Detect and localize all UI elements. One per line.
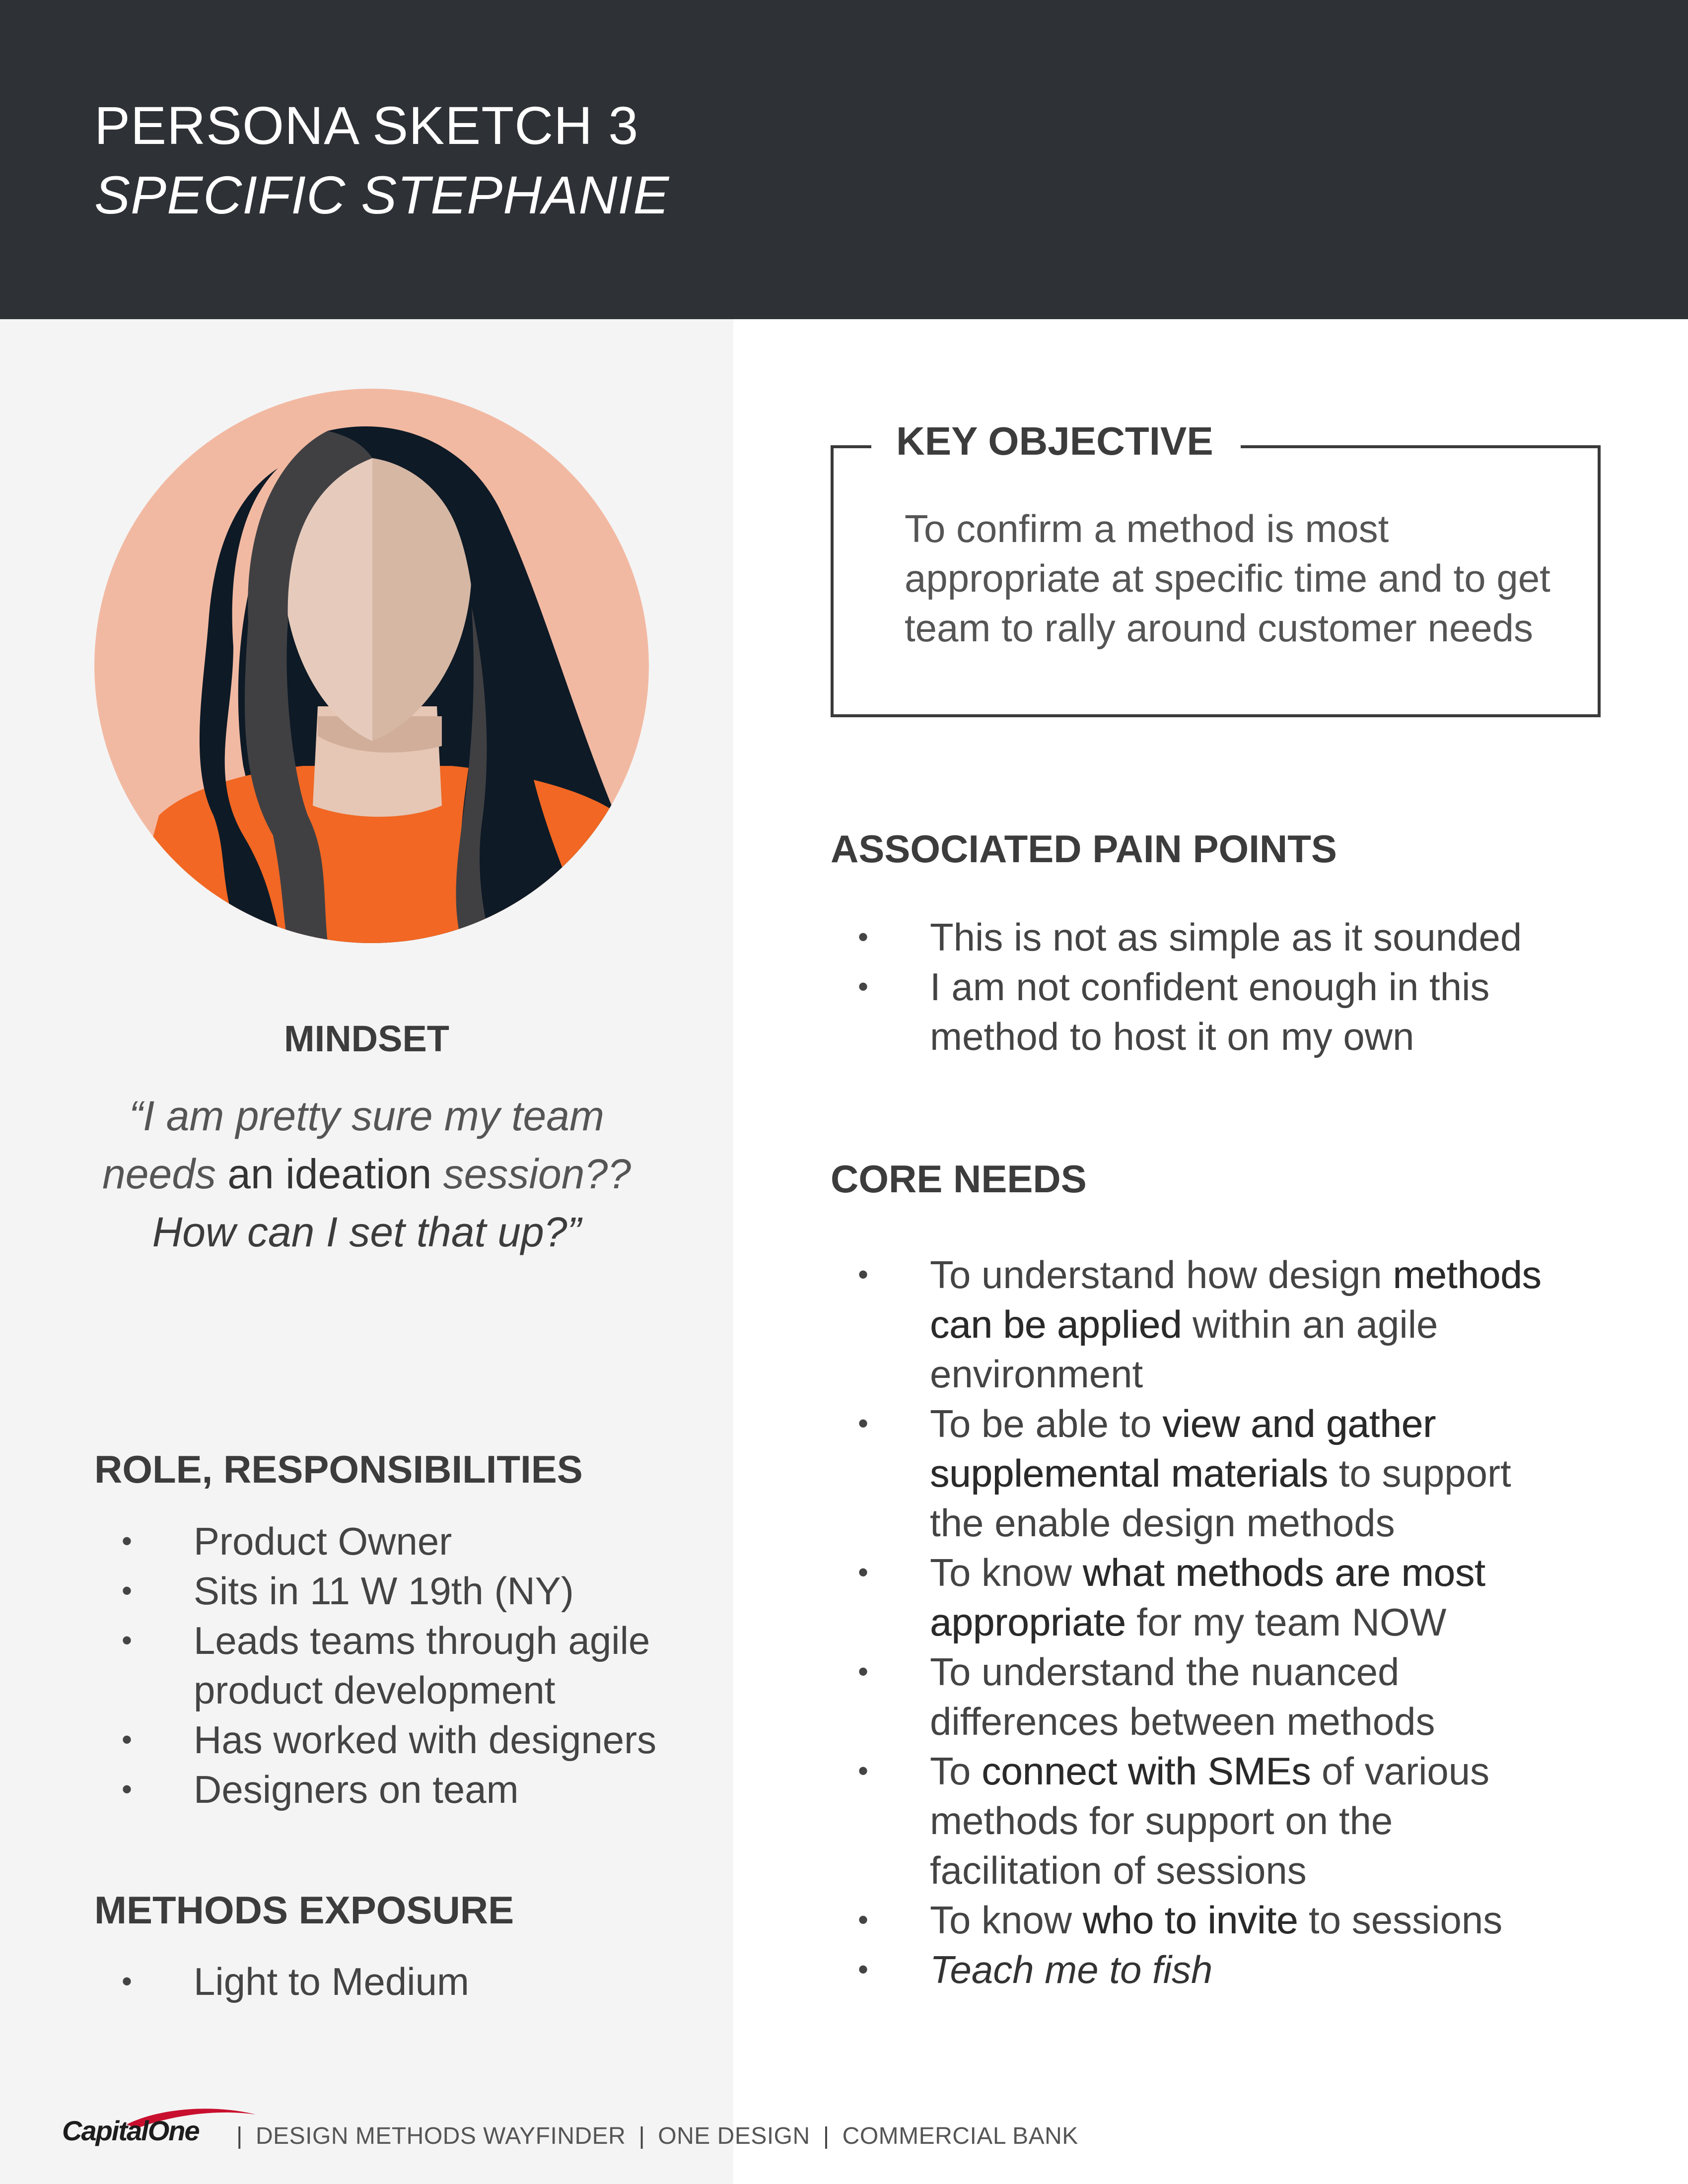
methods-exposure-heading: METHODS EXPOSURE bbox=[94, 1888, 514, 1932]
core-needs-heading: CORE NEEDS bbox=[831, 1157, 1087, 1201]
mindset-heading: MINDSET bbox=[284, 1018, 449, 1059]
need-text: to sessions bbox=[1298, 1898, 1503, 1942]
list-item bbox=[831, 1746, 1575, 1895]
need-emphasis: what methods are most appropriate bbox=[930, 1551, 1485, 1644]
list-item bbox=[831, 1895, 1575, 1945]
role-list bbox=[94, 1516, 715, 1814]
footer-item: COMMERCIAL BANK bbox=[842, 2123, 1078, 2149]
need-text: To understand how design bbox=[930, 1253, 1393, 1297]
pain-points-heading: ASSOCIATED PAIN POINTS bbox=[831, 827, 1337, 871]
need-emphasis: methods can be applied bbox=[930, 1253, 1542, 1346]
quote-emphasis: an ideation bbox=[227, 1151, 432, 1197]
mindset-quote bbox=[0, 1087, 733, 1261]
list-item bbox=[831, 1548, 1575, 1647]
need-text: for my team NOW bbox=[1125, 1600, 1447, 1644]
list-item: • I am not confident enough in this method to host it on my own bbox=[831, 962, 1575, 1061]
footer-separator: | bbox=[638, 2123, 645, 2149]
list-item bbox=[831, 1399, 1575, 1548]
list-item bbox=[831, 1250, 1575, 1399]
need-text: To be able to bbox=[930, 1402, 1163, 1445]
need-text: of various methods for support on the facilitation of sessions bbox=[930, 1749, 1490, 1892]
quote-line-2 bbox=[0, 1145, 733, 1203]
need-text: to support the enable design methods bbox=[930, 1451, 1511, 1545]
need-text: To know bbox=[930, 1551, 1083, 1594]
need-emphasis: view and gather supplemental materials bbox=[930, 1402, 1436, 1495]
key-objective-text: To confirm a method is most appropriate at specific time and to get team to rally around customer needs bbox=[905, 507, 1550, 650]
role-heading: ROLE, RESPONSIBILITIES bbox=[94, 1447, 583, 1491]
quote-text: needs bbox=[102, 1151, 228, 1197]
list-item bbox=[831, 1647, 1575, 1746]
quote-text: session?? bbox=[431, 1151, 631, 1197]
list-item: • Leads teams through agile product development bbox=[94, 1616, 715, 1715]
footer-item: DESIGN METHODS WAYFINDER bbox=[255, 2123, 626, 2149]
need-emphasis: connect with SMEs bbox=[982, 1749, 1311, 1793]
list-item: • Sits in 11 W 19th (NY) bbox=[94, 1566, 715, 1616]
quote-line-3: How can I set that up?” bbox=[152, 1209, 581, 1255]
page-title: PERSONA SKETCH 3 bbox=[94, 95, 639, 155]
key-objective-heading: KEY OBJECTIVE bbox=[871, 418, 1241, 464]
footer-separator: | bbox=[236, 2123, 243, 2149]
core-needs-list bbox=[831, 1250, 1575, 1994]
need-text: To know bbox=[930, 1898, 1083, 1942]
page-footer bbox=[62, 2105, 1204, 2159]
footer-text bbox=[223, 2122, 1078, 2150]
pain-points-list bbox=[831, 912, 1575, 1061]
list-item bbox=[831, 1945, 1575, 1994]
need-text: To understand the nuanced differences between methods bbox=[930, 1650, 1435, 1743]
page-header bbox=[0, 0, 1688, 319]
list-item: • Designers on team bbox=[94, 1765, 715, 1814]
page-subtitle: SPECIFIC STEPHANIE bbox=[94, 165, 670, 225]
list-item: • This is not as simple as it sounded bbox=[831, 912, 1575, 962]
list-item: • Has worked with designers bbox=[94, 1715, 715, 1765]
list-item: • Light to Medium bbox=[94, 1957, 715, 2006]
quote-line-1: “I am pretty sure my team bbox=[129, 1092, 604, 1139]
need-emphasis: who to invite bbox=[1082, 1898, 1298, 1942]
methods-exposure-list bbox=[94, 1957, 715, 2006]
need-text: To bbox=[930, 1749, 982, 1793]
footer-item: ONE DESIGN bbox=[658, 2123, 810, 2149]
need-italic: Teach me to fish bbox=[930, 1948, 1213, 1991]
woman-avatar-illustration bbox=[94, 389, 649, 943]
capital-one-logo: CapitalOne bbox=[62, 2115, 199, 2146]
footer-separator: | bbox=[823, 2123, 830, 2149]
list-item: • Product Owner bbox=[94, 1516, 715, 1566]
need-text: within an agile environment bbox=[930, 1302, 1438, 1396]
